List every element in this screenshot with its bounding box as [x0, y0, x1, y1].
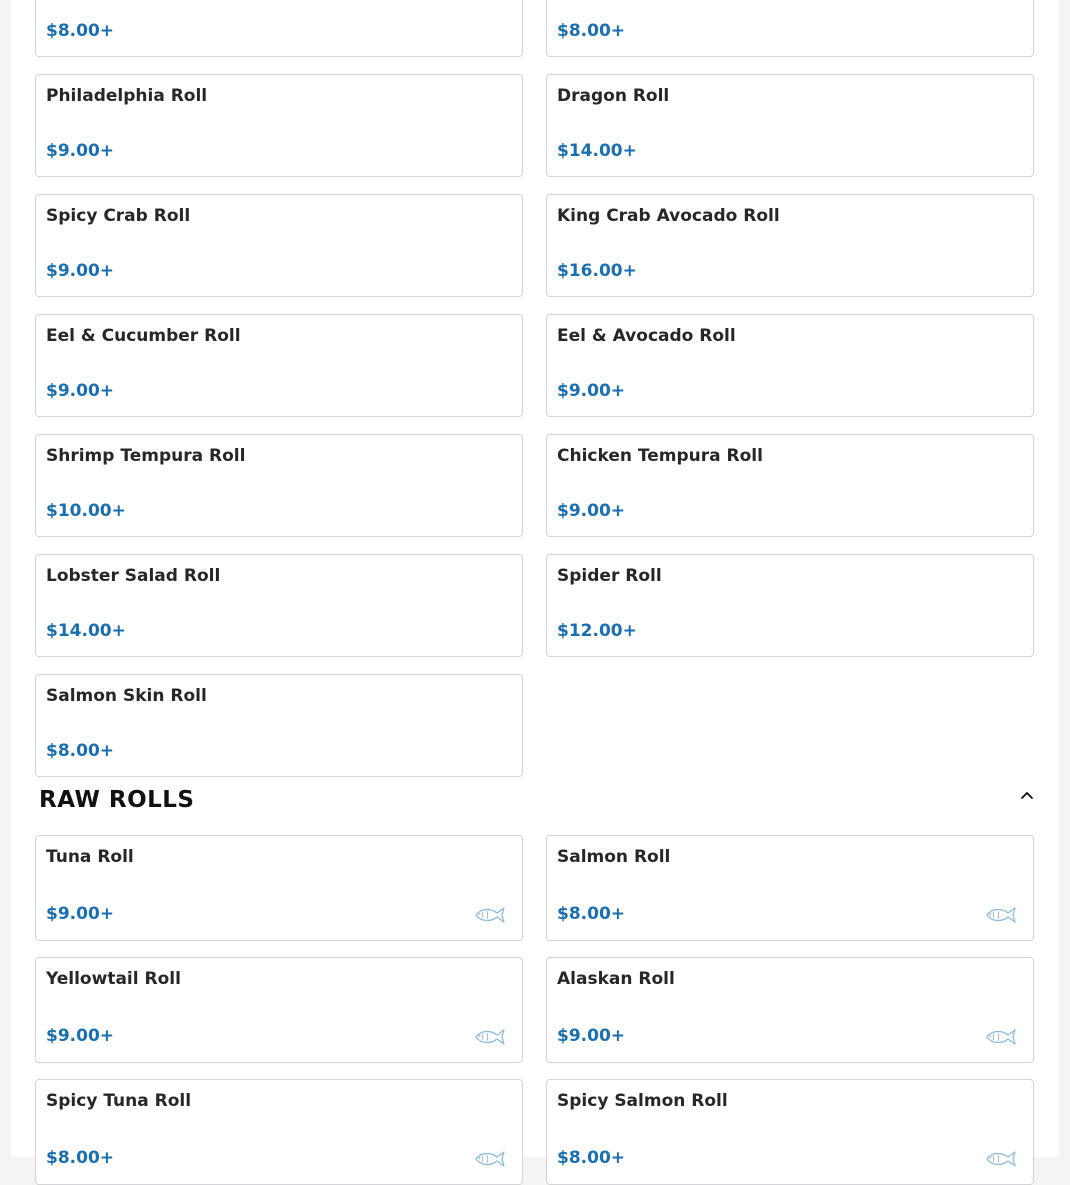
raw-fish-icon	[985, 1150, 1017, 1168]
menu-item-name: Eel & Avocado Roll	[557, 326, 736, 346]
raw-fish-icon	[474, 1150, 506, 1168]
menu-item-card[interactable]	[546, 434, 1034, 537]
raw-fish-icon	[474, 906, 506, 924]
menu-item-card[interactable]	[35, 194, 523, 297]
menu-item-name: King Crab Avocado Roll	[557, 206, 780, 226]
menu-item-card[interactable]	[546, 74, 1034, 177]
menu-item-card[interactable]	[35, 957, 523, 1063]
menu-item-price: $14.00+	[557, 141, 637, 161]
menu-item-name: Yellowtail Roll	[46, 969, 181, 989]
menu-item-card[interactable]	[35, 1079, 523, 1185]
menu-item-card[interactable]	[546, 835, 1034, 941]
menu-item-name: Spicy Crab Roll	[46, 206, 191, 226]
menu-item-card[interactable]	[546, 554, 1034, 657]
menu-item-price: $9.00+	[46, 1026, 115, 1046]
menu-item-name: Chicken Tempura Roll	[557, 446, 763, 466]
menu-item-price: $8.00+	[557, 21, 626, 41]
menu-item-name: Spicy Salmon Roll	[557, 1091, 728, 1111]
menu-item-name: Dragon Roll	[557, 86, 670, 106]
menu-item-name: Alaskan Roll	[557, 969, 675, 989]
menu-item-card[interactable]	[35, 0, 523, 57]
menu-item-name: Eel & Cucumber Roll	[46, 326, 241, 346]
menu-item-price: $8.00+	[557, 904, 626, 924]
menu-item-price: $8.00+	[46, 21, 115, 41]
menu-item-price: $9.00+	[557, 381, 626, 401]
menu-item-price: $10.00+	[46, 501, 126, 521]
menu-item-card[interactable]	[35, 434, 523, 537]
menu-item-price: $9.00+	[46, 381, 115, 401]
menu-item-name: Salmon Skin Roll	[46, 686, 207, 706]
menu-item-price: $9.00+	[46, 261, 115, 281]
raw-rolls-section-header[interactable]	[39, 785, 1035, 819]
raw-fish-icon	[985, 906, 1017, 924]
menu-item-name: Lobster Salad Roll	[46, 566, 221, 586]
menu-item-price: $9.00+	[557, 501, 626, 521]
menu-item-price: $16.00+	[557, 261, 637, 281]
menu-item-card[interactable]	[546, 957, 1034, 1063]
menu-item-name: Spider Roll	[557, 566, 662, 586]
menu-item-name: Salmon Roll	[557, 847, 671, 867]
menu-item-name: Shrimp Tempura Roll	[46, 446, 246, 466]
menu-item-price: $14.00+	[46, 621, 126, 641]
menu-item-price: $8.00+	[46, 741, 115, 761]
menu-item-price: $8.00+	[46, 1148, 115, 1168]
menu-item-card[interactable]	[35, 674, 523, 777]
menu-item-card[interactable]	[546, 194, 1034, 297]
menu-item-price: $8.00+	[557, 1148, 626, 1168]
menu-item-name: Spicy Tuna Roll	[46, 1091, 192, 1111]
menu-item-price: $12.00+	[557, 621, 637, 641]
cooked-rolls-grid	[35, 0, 1034, 777]
raw-rolls-grid	[35, 835, 1034, 1185]
menu-item-card[interactable]	[35, 554, 523, 657]
raw-fish-icon	[985, 1028, 1017, 1046]
menu-item-price: $9.00+	[46, 904, 115, 924]
raw-fish-icon	[474, 1028, 506, 1046]
menu-page	[11, 0, 1059, 1168]
chevron-up-icon[interactable]	[1019, 787, 1035, 803]
menu-item-name: Philadelphia Roll	[46, 86, 208, 106]
menu-item-price: $9.00+	[557, 1026, 626, 1046]
menu-item-price: $9.00+	[46, 141, 115, 161]
menu-item-card[interactable]	[35, 74, 523, 177]
menu-item-card[interactable]	[35, 835, 523, 941]
menu-item-card[interactable]	[546, 1079, 1034, 1185]
section-title: RAW ROLLS	[39, 787, 195, 813]
menu-item-name: Tuna Roll	[46, 847, 134, 867]
menu-item-card[interactable]	[35, 314, 523, 417]
menu-item-card[interactable]	[546, 314, 1034, 417]
menu-item-card[interactable]	[546, 0, 1034, 57]
